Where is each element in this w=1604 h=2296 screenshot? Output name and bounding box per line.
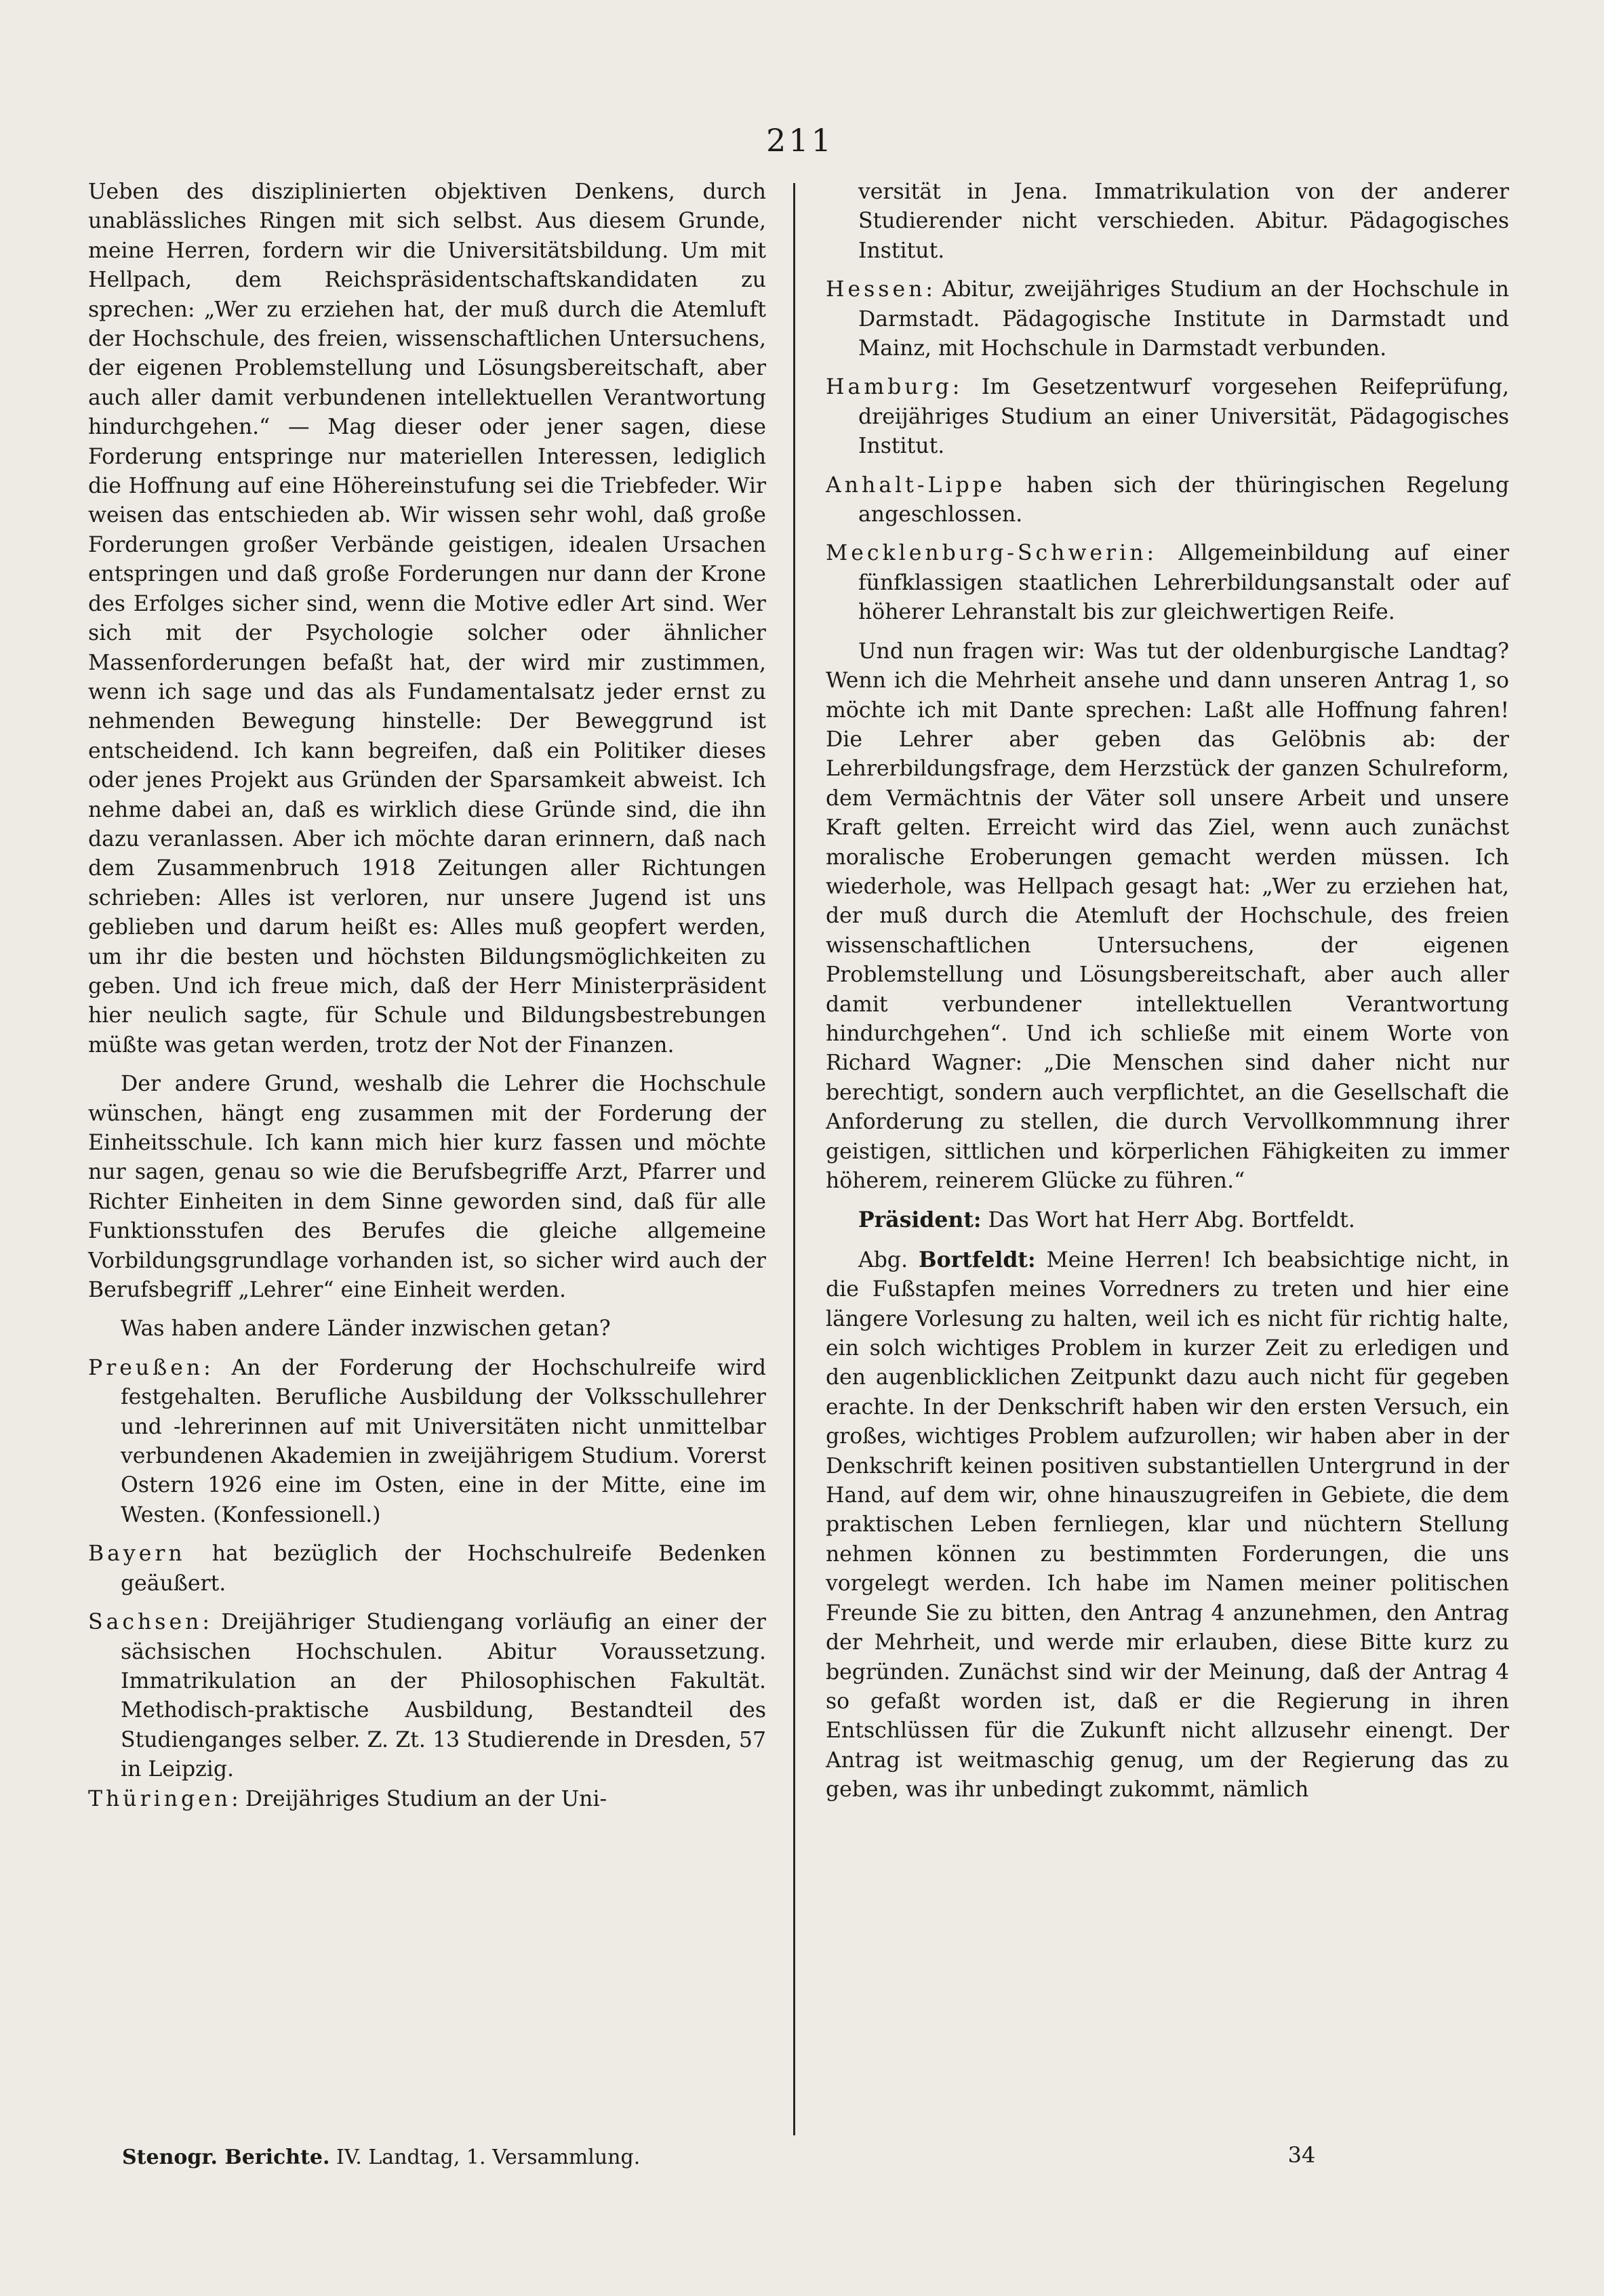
state-name: Thüringen	[88, 1786, 232, 1811]
state-name: Preußen	[88, 1355, 204, 1380]
footer-label: Stenogr. Berichte.	[122, 2146, 330, 2169]
footer-session: IV. Landtag, 1. Versammlung.	[336, 2146, 641, 2169]
state-text: : Dreijähriges Studium an der Uni-	[231, 1786, 607, 1811]
state-name: Hamburg	[826, 375, 953, 400]
state-entry-sachsen	[88, 1608, 766, 1784]
paragraph: Der andere Grund, weshalb die Lehrer die Hochschule wünschen, hängt eng zusammen mit der Forderung der Einheitsschule. Ich kann mich hier kurz fassen und möchte nur sagen, genau so wie die Berufsbegriffe Arzt, Pfarrer und Richter Einheiten in dem Sinne geworden sind, daß für alle Funktionsstufen des Berufes die gleiche allgemeine Vorbildungsgrundlage vorhanden ist, so sicher wird auch der Berufsbegriff „Lehrer“ eine Einheit werden.	[88, 1072, 766, 1303]
president-label: Präsident:	[858, 1207, 982, 1233]
state-entry-thueringen	[88, 1785, 766, 1814]
page-number: 211	[766, 122, 834, 159]
sheet-number: 34	[1287, 2142, 1316, 2168]
state-name: Mecklenburg-Schwerin	[826, 541, 1147, 566]
speech	[826, 1245, 1509, 1805]
president-remark	[826, 1205, 1509, 1235]
state-entry-mecklenburg	[826, 539, 1509, 627]
state-entry-anhalt-lippe	[826, 471, 1509, 530]
state-entry-hamburg	[826, 373, 1509, 461]
state-entry-thueringen-continued: versität in Jena. Immatrikulation von der anderer Studierender nicht verschieden. Abitur. Pädagogisches Institut.	[858, 180, 1509, 263]
state-name: Sachsen	[88, 1610, 203, 1635]
state-text: hat bezüglich der Hochschulreife Bedenken geäußert.	[121, 1542, 766, 1596]
state-name: Hessen	[826, 277, 926, 302]
speech-text: Meine Herren! Ich beabsichtige nicht, in die Fußstapfen meines Vorredners zu treten und hier eine längere Vorlesung zu halten, weil ich es nicht für richtig halte, ein solch wichtiges Problem in kurzer Zeit zu erledigen und den augenblicklichen Zeitpunkt dazu auch nicht für gegeben erachte. In der Denkschrift haben wir den ersten Versuch, ein großes, wichtiges Problem aufzurollen; wir haben aber in der Denkschrift keinen positiven substantiellen Untergrund in der Hand, auf dem wir, ohne hinauszugreifen in Gebiete, die dem praktischen Leben fernliegen, klar und nüchtern Stellung nehmen können zu bestimmten Forderungen, die uns vorgelegt werden. Ich habe im Namen meiner politischen Freunde Sie zu bitten, den Antrag 4 anzunehmen, den Antrag der Mehrheit, und werde mir erlauben, diese Bitte kurz zu begründen. Zunächst sind wir der Meinung, daß der Antrag 4 so gefaßt worden ist, daß er die Regierung in ihren Entschlüssen für die Zukunft nicht allzusehr einengt. Der Antrag ist weitmaschig genug, um der Regierung das zu geben, was ihr unbedingt zukommt, nämlich	[826, 1247, 1510, 1802]
paragraph: Was haben andere Länder inzwischen getan?	[121, 1316, 611, 1342]
state-name: Anhalt-Lippe	[826, 472, 1006, 498]
state-text: : Dreijähriger Studiengang vorläufig an einer der sächsischen Hochschulen. Abitur Voraussetzung. Immatrikulation an der Philosophischen Fakultät. Methodisch-praktische Ausbildung, Bestandteil des Studienganges selber. Z. Zt. 13 Studierende in Dresden, 57 in Leipzig.	[121, 1610, 766, 1782]
right-column	[826, 178, 1509, 1805]
state-text: : Im Gesetzentwurf vorgesehen Reifeprüfung, dreijähriges Studium an einer Universität, Pädagogisches Institut.	[858, 375, 1509, 459]
state-text: : Abitur, zweijähriges Studium an der Hochschule in Darmstadt. Pädagogische Institute in Darmstadt und Mainz, mit Hochschule in Darmstadt verbunden.	[858, 277, 1509, 361]
page-footer	[122, 2146, 732, 2169]
speaker-prefix: Abg.	[858, 1247, 919, 1272]
president-text: Das Wort hat Herr Abg. Bortfeldt.	[981, 1208, 1355, 1233]
paragraph: Und nun fragen wir: Was tut der oldenburgische Landtag? Wenn ich die Mehrheit ansehe und dann unseren Antrag 1, so möchte ich mit Dante sprechen: Laßt alle Hoffnung fahren! Die Lehrer aber geben das Gelöbnis ab: der Lehrerbildungsfrage, dem Herzstück der ganzen Schulreform, dem Vermächtnis der Väter soll unsere Arbeit und unsere Kraft gelten. Erreicht wird das Ziel, wenn auch zunächst moralische Eroberungen gemacht werden müssen. Ich wiederhole, was Hellpach gesagt hat: „Wer zu erziehen hat, der muß durch die Atemluft der Hochschule, des freien wissenschaftlichen Untersuchens, der eigenen Problemstellung und Lösungsbereitschaft, aber auch aller damit verbundener intellektuellen Verantwortung hindurchgehen“. Und ich schließe mit einem Worte von Richard Wagner: „Die Menschen sind daher nicht nur berechtigt, sondern auch verpflichtet, an die Gesellschaft die Anforderung zu stellen, die durch Vervollkommnung ihrer geistigen, sittlichen und körperlichen Fähigkeiten zu immer höherem, reinerem Glücke zu führen.“	[826, 639, 1509, 1193]
state-entry-preussen	[88, 1354, 766, 1530]
state-entry-bayern	[88, 1539, 766, 1598]
speaker-name: Bortfeldt:	[919, 1247, 1036, 1272]
state-name: Bayern	[88, 1542, 186, 1567]
state-text: haben sich der thüringischen Regelung angeschlossen.	[858, 472, 1509, 527]
column-divider	[793, 183, 795, 2135]
state-entry-hessen	[826, 275, 1509, 363]
state-text: : Allgemeinbildung auf einer fünfklassigen staatlichen Lehrerbildungsanstalt oder auf höherer Lehranstalt bis zur gleichwertigen Reife.	[858, 541, 1509, 625]
paragraph: Ueben des disziplinierten objektiven Denkens, durch unablässliches Ringen mit sich selbst. Aus diesem Grunde, meine Herren, fordern wir die Universitätsbildung. Um mit Hellpach, dem Reichspräsidentschaftskandidaten zu sprechen: „Wer zu erziehen hat, der muß durch die Atemluft der Hochschule, des freien, wissenschaftlichen Untersuchens, der eigenen Problemstellung und Lösungsbereitschaft, aber auch aller damit verbundenen intellektuellen Verantwortung hindurchgehen.“ — Mag dieser oder jener sagen, diese Forderung entspringe nur materiellen Interessen, lediglich die Hoffnung auf eine Höhereinstufung sei die Triebfeder. Wir weisen das entschieden ab. Wir wissen sehr wohl, daß große Forderungen großer Verbände geistigen, idealen Ursachen entspringen und daß große Forderungen nur dann der Krone des Erfolges sicher sind, wenn die Motive edler Art sind. Wer sich mit der Psychologie solcher oder ähnlicher Massenforderungen befaßt hat, der wird mir zustimmen, wenn ich sage und das als Fundamentalsatz jeder ernst zu nehmenden Bewegung hinstelle: Der Beweggrund ist entscheidend. Ich kann begreifen, daß ein Politiker dieses oder jenes Projekt aus Gründen der Sparsamkeit abweist. Ich nehme dabei an, daß es wirklich diese Gründe sind, die ihn dazu veranlassen. Aber ich möchte daran erinnern, daß nach dem Zusammenbruch 1918 Zeitungen aller Richtungen schrieben: Alles ist verloren, nur unsere Jugend ist uns geblieben und darum heißt es: Alles muß geopfert werden, um ihr die besten und höchsten Bildungsmöglichkeiten zu geben. Und ich freue mich, daß der Herr Ministerpräsident hier neulich sagte, für Schule und Bildungsbestrebungen müßte was getan werden, trotz der Not der Finanzen.	[88, 180, 766, 1058]
state-text: : An der Forderung der Hochschulreife wird festgehalten. Berufliche Ausbildung der Volksschullehrer und -lehrerinnen auf mit Universitäten nicht unmittelbar verbundenen Akademien in zweijährigem Studium. Vorerst Ostern 1926 eine im Osten, eine in der Mitte, eine im Westen. (Konfessionell.)	[121, 1355, 766, 1527]
left-column	[88, 178, 766, 1814]
